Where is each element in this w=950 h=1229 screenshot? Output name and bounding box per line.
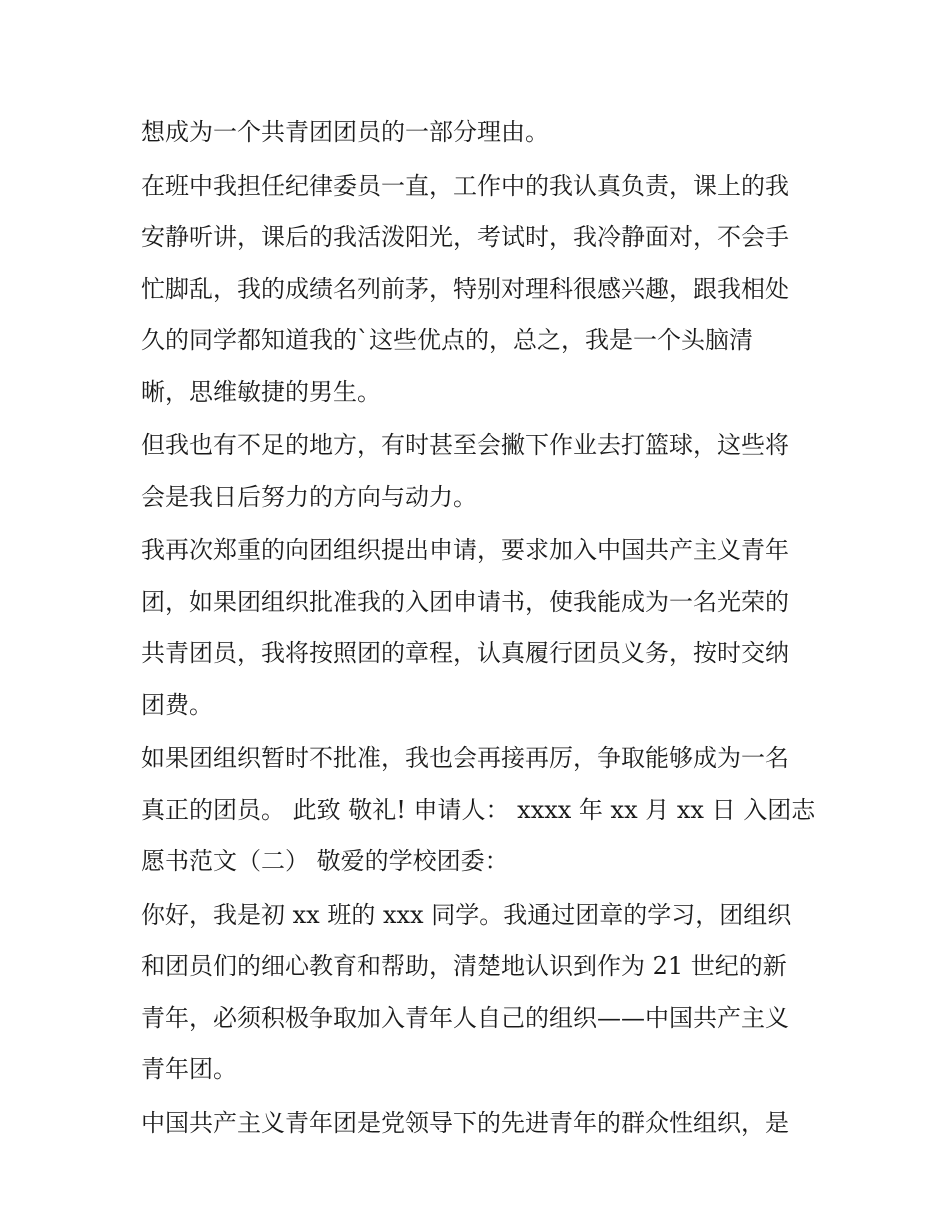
text-line: 团，如果团组织批准我的入团申请书，使我能成为一名光荣的 <box>141 587 789 616</box>
text-line: 青年团。 <box>141 1055 237 1083</box>
text-line: 中国共产主义青年团是党领导下的先进青年的群众性组织，是 <box>141 1108 789 1137</box>
text-line: 想成为一个共青团团员的一部分理由。 <box>141 118 549 146</box>
text-line: 晰，思维敏捷的男生。 <box>141 377 381 406</box>
text-line: 你好，我是初 xx 班的 xxx 同学。我通过团章的学习，团组织 <box>141 900 792 929</box>
text-line: 如果团组织暂时不批准，我也会再接再厉，争取能够成为一名 <box>141 744 789 772</box>
paragraph-4 <box>141 525 831 731</box>
paragraph-3 <box>141 420 831 523</box>
text-line: 但我也有不足的地方，有时甚至会撇下作业去打篮球，这些将 <box>141 431 789 459</box>
text-line: 愿书范文（二） 敬爱的学校团委： <box>141 847 509 875</box>
text-line: 会是我日后努力的方向与动力。 <box>141 482 477 511</box>
text-line: 久的同学都知道我的`这些优点的，总之，我是一个头脑清 <box>141 326 753 354</box>
text-line: 真正的团员。 此致 敬礼! 申请人： xxxx 年 xx 月 xx 日 入团志 <box>141 795 816 824</box>
text-line: 共青团员，我将按照团的章程，认真履行团员义务，按时交纳 <box>141 639 789 667</box>
paragraph-1 <box>141 107 831 159</box>
text-line: 团费。 <box>141 690 213 719</box>
text-line: 和团员们的细心教育和帮助，清楚地认识到作为 21 世纪的新 <box>141 952 787 980</box>
paragraph-5 <box>141 733 831 888</box>
text-line: 安静听讲，课后的我活泼阳光，考试时，我冷静面对，不会手 <box>141 223 789 251</box>
document-body <box>141 107 831 1151</box>
text-line: 忙脚乱，我的成绩名列前茅，特别对理科很感兴趣，跟我相处 <box>141 274 789 303</box>
paragraph-6 <box>141 890 831 1096</box>
paragraph-2 <box>141 161 831 419</box>
text-line: 我再次郑重的向团组织提出申请，要求加入中国共产主义青年 <box>141 536 789 564</box>
text-line: 青年，必须积极争取加入青年人自己的组织——中国共产主义 <box>141 1003 789 1032</box>
paragraph-7 <box>141 1098 831 1150</box>
text-line: 在班中我担任纪律委员一直，工作中的我认真负责，课上的我 <box>141 171 789 200</box>
